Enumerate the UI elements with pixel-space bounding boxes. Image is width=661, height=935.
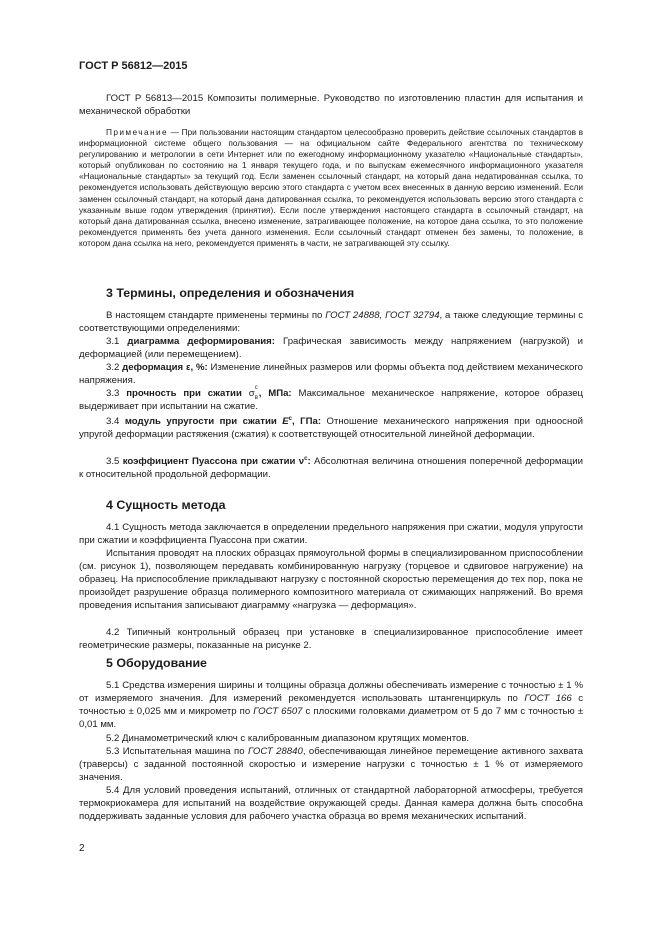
term-3-4: 3.4 модуль упругости при сжатии $E^c$, ГПа: Отношение механического напряжения при одноосной упругой деформации растяжения (сжатия) к соответствующей относительной линейной деформации. bbox=[79, 416, 583, 441]
note-label: Примечание bbox=[106, 127, 169, 137]
reference-link: ГОСТ 24888, bbox=[325, 310, 383, 321]
document-header: ГОСТ Р 56812—2015 bbox=[79, 60, 188, 72]
section-3-intro: В настоящем стандарте применены термины по ГОСТ 24888, ГОСТ 32794, а также следующие термины с соответствующими определениями: bbox=[79, 310, 584, 334]
reference-link: ГОСТ 28840 bbox=[247, 746, 303, 757]
paragraph-5-4: 5.4 Для условий проведения испытаний, отличных от стандартной лабораторной атмосферы, требуется термокриокамера для испытаний на воздействие окружающей среды. Данная камера должна быть способна поддерживать заданные условия для рабочего участка образца во время механических испытаний. bbox=[79, 785, 583, 822]
paragraph-4-1-cont: Испытания проводят на плоских образцах прямоугольной формы в специализированном приспособлении (см. рисунок 1), позволяющем передавать комбинированную нагрузку (торцевое и сдвиговое нагружение) на образец. На приспособление прикладывают нагрузку с постоянной скоростью перемещения до тех пор, пока не произойдет разрушение образца полимерного композитного материала от сжимающих напряжений. Во время проведения испытания записывают диаграмму «нагрузка — деформация». bbox=[79, 548, 583, 611]
term-name: деформация bbox=[122, 362, 184, 373]
term-name: прочность при сжатии bbox=[126, 388, 242, 399]
reference-text: ГОСТ Р 56813—2015 Композиты полимерные. Руководство по изготовлению пластин для испытания и механической обработки bbox=[79, 93, 583, 117]
paragraph-5-1: 5.1 Средства измерения ширины и толщины образца должны обеспечивать измерение с точностью ± 1 % от измеряемого значения. Для измерений рекомендуется использовать штангенциркуль по ГОСТ 166 с точностью ± 0,025 мм и микрометр по ГОСТ 6507 с плоскими головками диаметром от 5 до 7 мм с точностью ± 0,01 мм. bbox=[79, 680, 584, 730]
paragraph-4-1: 4.1 Сущность метода заключается в определении предельного напряжения при сжатии, модуля упругости при сжатии и коэффициента Пуассона при сжатии. bbox=[79, 522, 583, 546]
term-name: диаграмма деформирования: bbox=[127, 336, 275, 347]
section-3-heading: 3 Термины, определения и обозначения bbox=[106, 286, 355, 300]
section-4-heading: 4 Сущность метода bbox=[106, 498, 226, 512]
term-3-3: 3.3 прочность при сжатии σ c в , МПа: Максимальное механическое напряжение, которое образец выдерживает при испытании на сжатие. bbox=[79, 385, 584, 412]
term-3-1: 3.1 диаграмма деформирования: Графическая зависимость между напряжением (нагрузкой) и деформацией (или перемещением). bbox=[79, 336, 583, 360]
normative-reference bbox=[79, 92, 583, 118]
paragraph-5-3: 5.3 Испытательная машина по ГОСТ 28840, обеспечивающая линейное перемещение активного захвата (траверсы) с заданной постоянной скоростью и измерение нагрузки с точностью ± 1 % от измеряемого значения. bbox=[79, 746, 583, 783]
term-name: коэффициент Пуассона при сжатии bbox=[122, 456, 296, 468]
term-name: модуль упругости при сжатии bbox=[124, 416, 277, 428]
page-number: 2 bbox=[79, 843, 85, 854]
reference-link: ГОСТ 32794 bbox=[385, 310, 440, 321]
reference-link: ГОСТ 6507 bbox=[253, 706, 303, 717]
section-5-heading: 5 Оборудование bbox=[106, 656, 207, 670]
term-3-5: 3.5 коэффициент Пуассона при сжатии $\nu^c$: Абсолютная величина отношения поперечной деформации к относительной продольной деформации. bbox=[79, 456, 583, 481]
paragraph-5-2: 5.2 Динамометрический ключ с калиброванным диапазоном крутящих моментов. bbox=[106, 733, 470, 744]
note-block bbox=[79, 127, 583, 249]
note-text: — При пользовании настоящим стандартом целесообразно проверить действие ссылочных стандартов в информационной системе общего пользования — на официальном сайте Федерального агентства по техническому регулированию и метрологии в сети Интернет или по ежегодному информационному указателю «Национальные стандарты», который опубликован по состоянию на 1 января текущего года, и по выпускам ежемесячного информационного указателя «Национальные стандарты» за текущий год. Если заменен ссылочный стандарт, на который дана недатированная ссылка, то рекомендуется использовать действующую версию этого стандарта с учетом всех внесенных в данную версию изменений. Если заменен ссылочный стандарт, на который дана датированная ссылка, то рекомендуется использовать версию этого стандарта с указанным выше годом утверждения (принятия). Если после утверждения настоящего стандарта в ссылочный стандарт, на который дана датированная ссылка, внесено изменение, затрагивающее положение, на которое дана ссылка, то это положение рекомендуется применять без учета данного изменения. Если ссылочный стандарт отменен без замены, то положение, в котором дана ссылка на него, рекомендуется применять в части, не затрагивающей эту ссылку. bbox=[79, 127, 583, 248]
reference-link: ГОСТ 166 bbox=[524, 693, 572, 704]
sigma-symbol: σ c в bbox=[248, 385, 258, 401]
term-3-2: 3.2 деформация ε, %: Изменение линейных размеров или формы объекта под действием механического напряжения. bbox=[79, 362, 583, 386]
paragraph-4-2: 4.2 Типичный контрольный образец при установке в специализированное приспособление имеет геометрические размеры, показанные на рисунке 2. bbox=[79, 627, 583, 651]
